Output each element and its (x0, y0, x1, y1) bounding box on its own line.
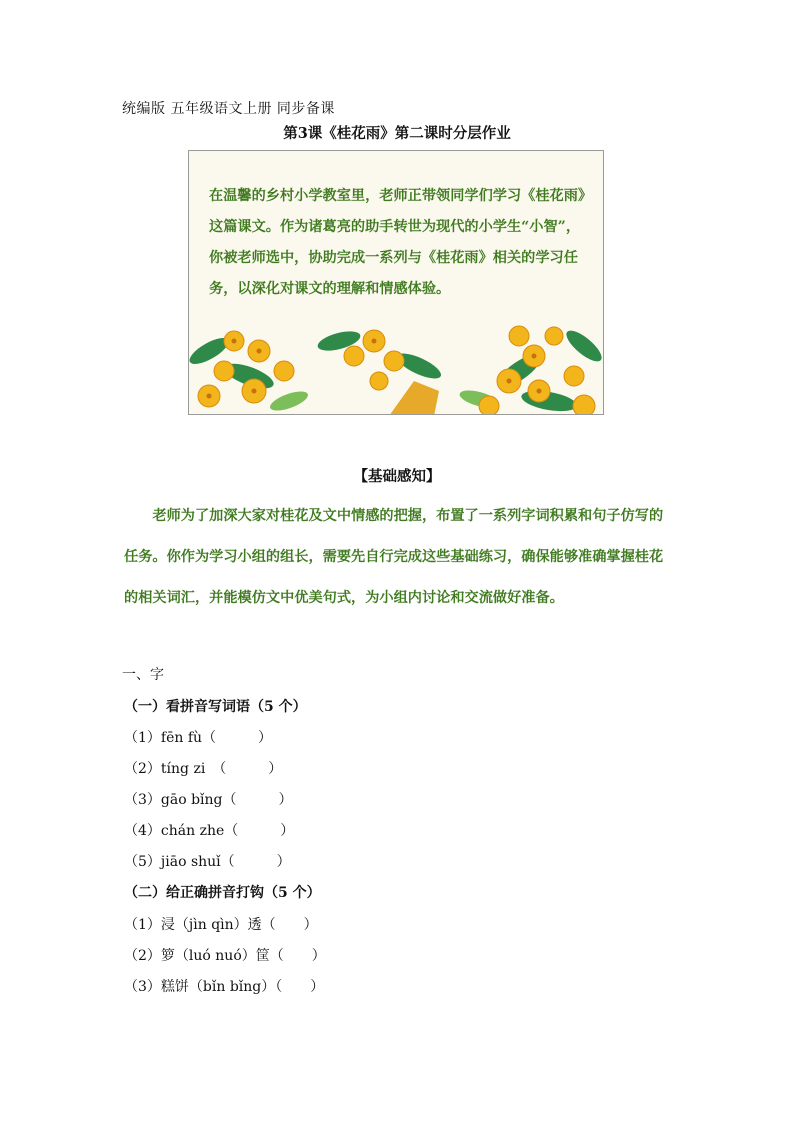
list-item: （4）chán zhe（ ） (124, 823, 295, 839)
sub1-heading: （一）看拼音写词语（5 个） (124, 699, 307, 715)
list-item: （1）浸（jìn qìn）透（ ） (124, 917, 318, 933)
list-item: （3）糕饼（bǐn bǐng）（ ） (124, 979, 325, 995)
list-item: （2）箩（luó nuó）筐（ ） (124, 948, 326, 964)
section-title: 【基础感知】 (353, 468, 441, 485)
intro-text: 老师为了加深大家对桂花及文中情感的把握，布置了一系列字词积累和句子仿写的任务。你作为学习小组的组长，需要先自行完成这些基础练习，确保能够准确掌握桂花的相关词汇，并能模仿文中优美句式，为小组内讨论和交流做好准备。 (124, 508, 664, 606)
intro-paragraph (124, 496, 674, 619)
list-item: （3）gāo bǐng（ ） (124, 792, 293, 808)
part-heading: 一、字 (122, 667, 164, 683)
doc-header: 统编版 五年级语文上册 同步备课 (122, 101, 335, 117)
page-title: 第3课《桂花雨》第二课时分层作业 (283, 125, 511, 142)
list-item: （1）fēn fù（ ） (124, 730, 273, 746)
banner-text: 在温馨的乡村小学教室里，老师正带领同学们学习《桂花雨》这篇课文。作为诸葛亮的助手转世为现代的小学生“小智”，你被老师选中，协助完成一系列与《桂花雨》相关的学习任务，以深化对课文的理解和情感体验。 (209, 188, 585, 297)
scenario-banner (188, 150, 604, 415)
list-item: （5）jiāo shuǐ（ ） (124, 854, 291, 870)
list-item: （2）tíng zi （ ） (124, 761, 283, 777)
osmanthus-illustration (189, 311, 604, 415)
sub2-heading: （二）给正确拼音打钩（5 个） (124, 885, 321, 901)
